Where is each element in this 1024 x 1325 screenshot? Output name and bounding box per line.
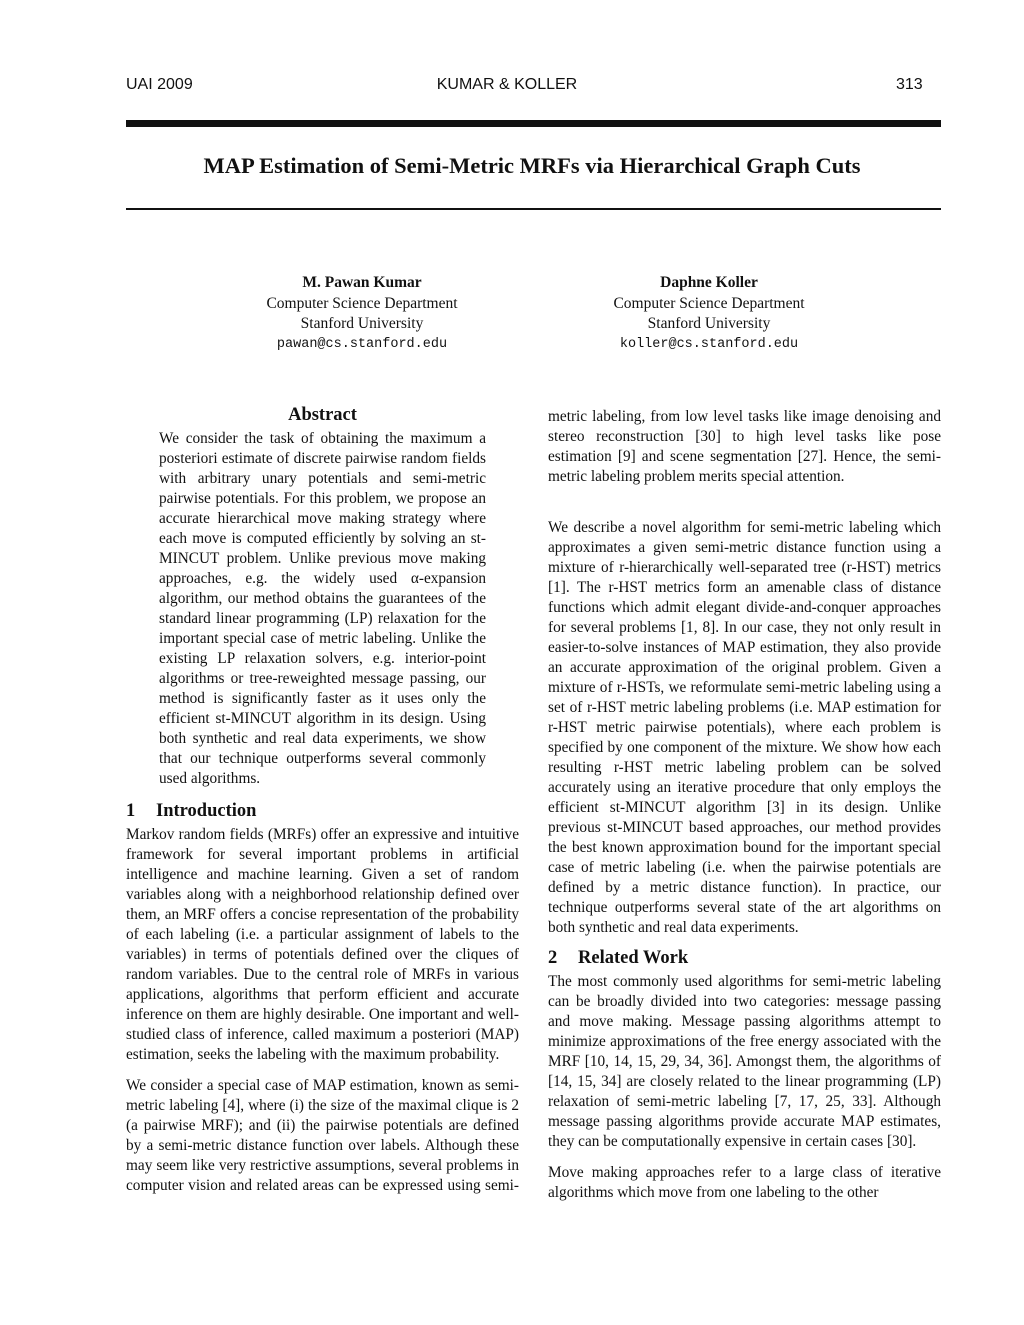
paper-title: MAP Estimation of Semi-Metric MRFs via Hierarchical Graph Cuts bbox=[203, 153, 861, 178]
continued-paragraph bbox=[548, 407, 941, 507]
paragraph: Move making approaches refer to a large class of iterative algorithms which move from one labeling to the other bbox=[548, 1164, 941, 1201]
header-authors: KUMAR & KOLLER bbox=[436, 76, 578, 93]
author-email: pawan@cs.stanford.edu bbox=[276, 336, 448, 352]
introduction-body bbox=[126, 825, 519, 1196]
abstract-heading: Abstract bbox=[288, 405, 357, 425]
author-block-1 bbox=[207, 273, 517, 355]
section-heading-introduction bbox=[126, 801, 519, 822]
related-work-body bbox=[548, 972, 941, 1203]
author-block-2 bbox=[554, 273, 864, 355]
author-name: M. Pawan Kumar bbox=[302, 274, 422, 291]
section-heading-related-work bbox=[548, 948, 941, 969]
paragraph: We consider a special case of MAP estimation, known as semi-metric labeling [4], where (i) the size of the maximal clique is 2 (a pairwise MRF); and (ii) the pairwise potentials are defined by a semi-metric distance function over labels. Although these may seem like very restrictive assumptions, several problems in computer vision and related areas can be expressed using semi- bbox=[126, 1077, 519, 1194]
section-number: 2 bbox=[548, 948, 558, 968]
section-title: Related Work bbox=[578, 948, 689, 968]
section-number: 1 bbox=[126, 801, 136, 821]
introduction-body-continued bbox=[548, 518, 941, 938]
paragraph: Markov random fields (MRFs) offer an expressive and intuitive framework for several important problems in artificial intelligence and machine learning. Given a set of random variables along with a neighborhood relationship defined over them, an MRF offers a concise representation of the probability of each labeling (i.e. a particular assignment of labels to the variables) in terms of potentials defined over the cliques of random variables. Due to the central role of MRFs in various applications, algorithms that perform efficient and accurate inference on them are highly desirable. One important and well-studied class of inference, called maximum a posteriori (MAP) estimation, seeks the labeling with the maximum probability. bbox=[126, 826, 519, 1063]
title-top-rule bbox=[126, 120, 941, 127]
left-column bbox=[126, 405, 519, 1196]
page-number: 313 bbox=[896, 76, 923, 93]
right-column bbox=[548, 407, 941, 1203]
section-title: Introduction bbox=[156, 801, 257, 821]
author-university: Stanford University bbox=[300, 315, 424, 332]
author-email: koller@cs.stanford.edu bbox=[619, 336, 799, 352]
title-bottom-rule bbox=[126, 208, 941, 210]
paragraph: The most commonly used algorithms for semi-metric labeling can be broadly divided into two categories: message passing and move making. Message passing algorithms attempt to minimize approximations of the free energy associated with the MRF [10, 14, 15, 29, 34, 36]. Amongst them, the algorithms of [14, 15, 34] are closely related to the linear programming (LP) relaxation of semi-metric labeling [7, 17, 25, 33]. Although message passing algorithms provide accurate MAP estimates, they can be computationally expensive in certain cases [30]. bbox=[548, 973, 941, 1150]
author-name: Daphne Koller bbox=[660, 274, 758, 291]
author-department: Computer Science Department bbox=[613, 294, 805, 312]
paragraph: We describe a novel algorithm for semi-metric labeling which approximates a given semi-metric distance function using a mixture of r-hierarchically well-separated tree (r-HST) metrics [1]. The r-HST metrics form an amenable class of distance functions which admit elegant divide-and-conquer approaches for several problems [1, 8]. In our case, they not only result in easier-to-solve instances of MAP estimation, they also provide an accurate approximation of the original problem. Given a mixture of r-HSTs, we reformulate semi-metric labeling using a set of r-HST metric labeling problems (i.e. MAP estimation for r-HST metric pairwise potentials), where each problem is specified by one component of the mixture. We show how each resulting r-HST metric labeling problem can be solved accurately using an iterative procedure that only employs the efficient st-MINCUT algorithm [3] in its design. Unlike previous st-MINCUT based approaches, our method provides the best known approximation bound for the important special case of metric labeling (i.e. when the pairwise potentials are defined by a metric distance function). In practice, our technique outperforms several state of the art algorithms on both synthetic and real data experiments. bbox=[548, 519, 941, 936]
abstract-body bbox=[159, 429, 486, 789]
author-university: Stanford University bbox=[647, 315, 771, 332]
paragraph-continuation: metric labeling, from low level tasks like image denoising and stereo reconstruction [30] to high level tasks like pose estimation [9] and scene segmentation [27]. Hence, the semi-metric labeling problem merits special attention. bbox=[548, 408, 941, 485]
header-venue: UAI 2009 bbox=[126, 76, 193, 93]
abstract-text: We consider the task of obtaining the maximum a posteriori estimate of discrete pairwise random fields with arbitrary unary potentials and semi-metric pairwise potentials. For this problem, we propose an accurate hierarchical move making strategy where each move is computed efficiently by solving an st-MINCUT problem. Unlike previous move making approaches, e.g. the widely used α-expansion algorithm, our method obtains the guarantees of the standard linear programming (LP) relaxation for the important special case of metric labeling. Unlike the existing LP relaxation solvers, e.g. interior-point algorithms or tree-reweighted message passing, our method is significantly faster as it uses only the efficient st-MINCUT algorithm in its design. Using both synthetic and real data experiments, we show that our technique outperforms several commonly used algorithms. bbox=[159, 430, 486, 787]
author-department: Computer Science Department bbox=[266, 294, 458, 312]
